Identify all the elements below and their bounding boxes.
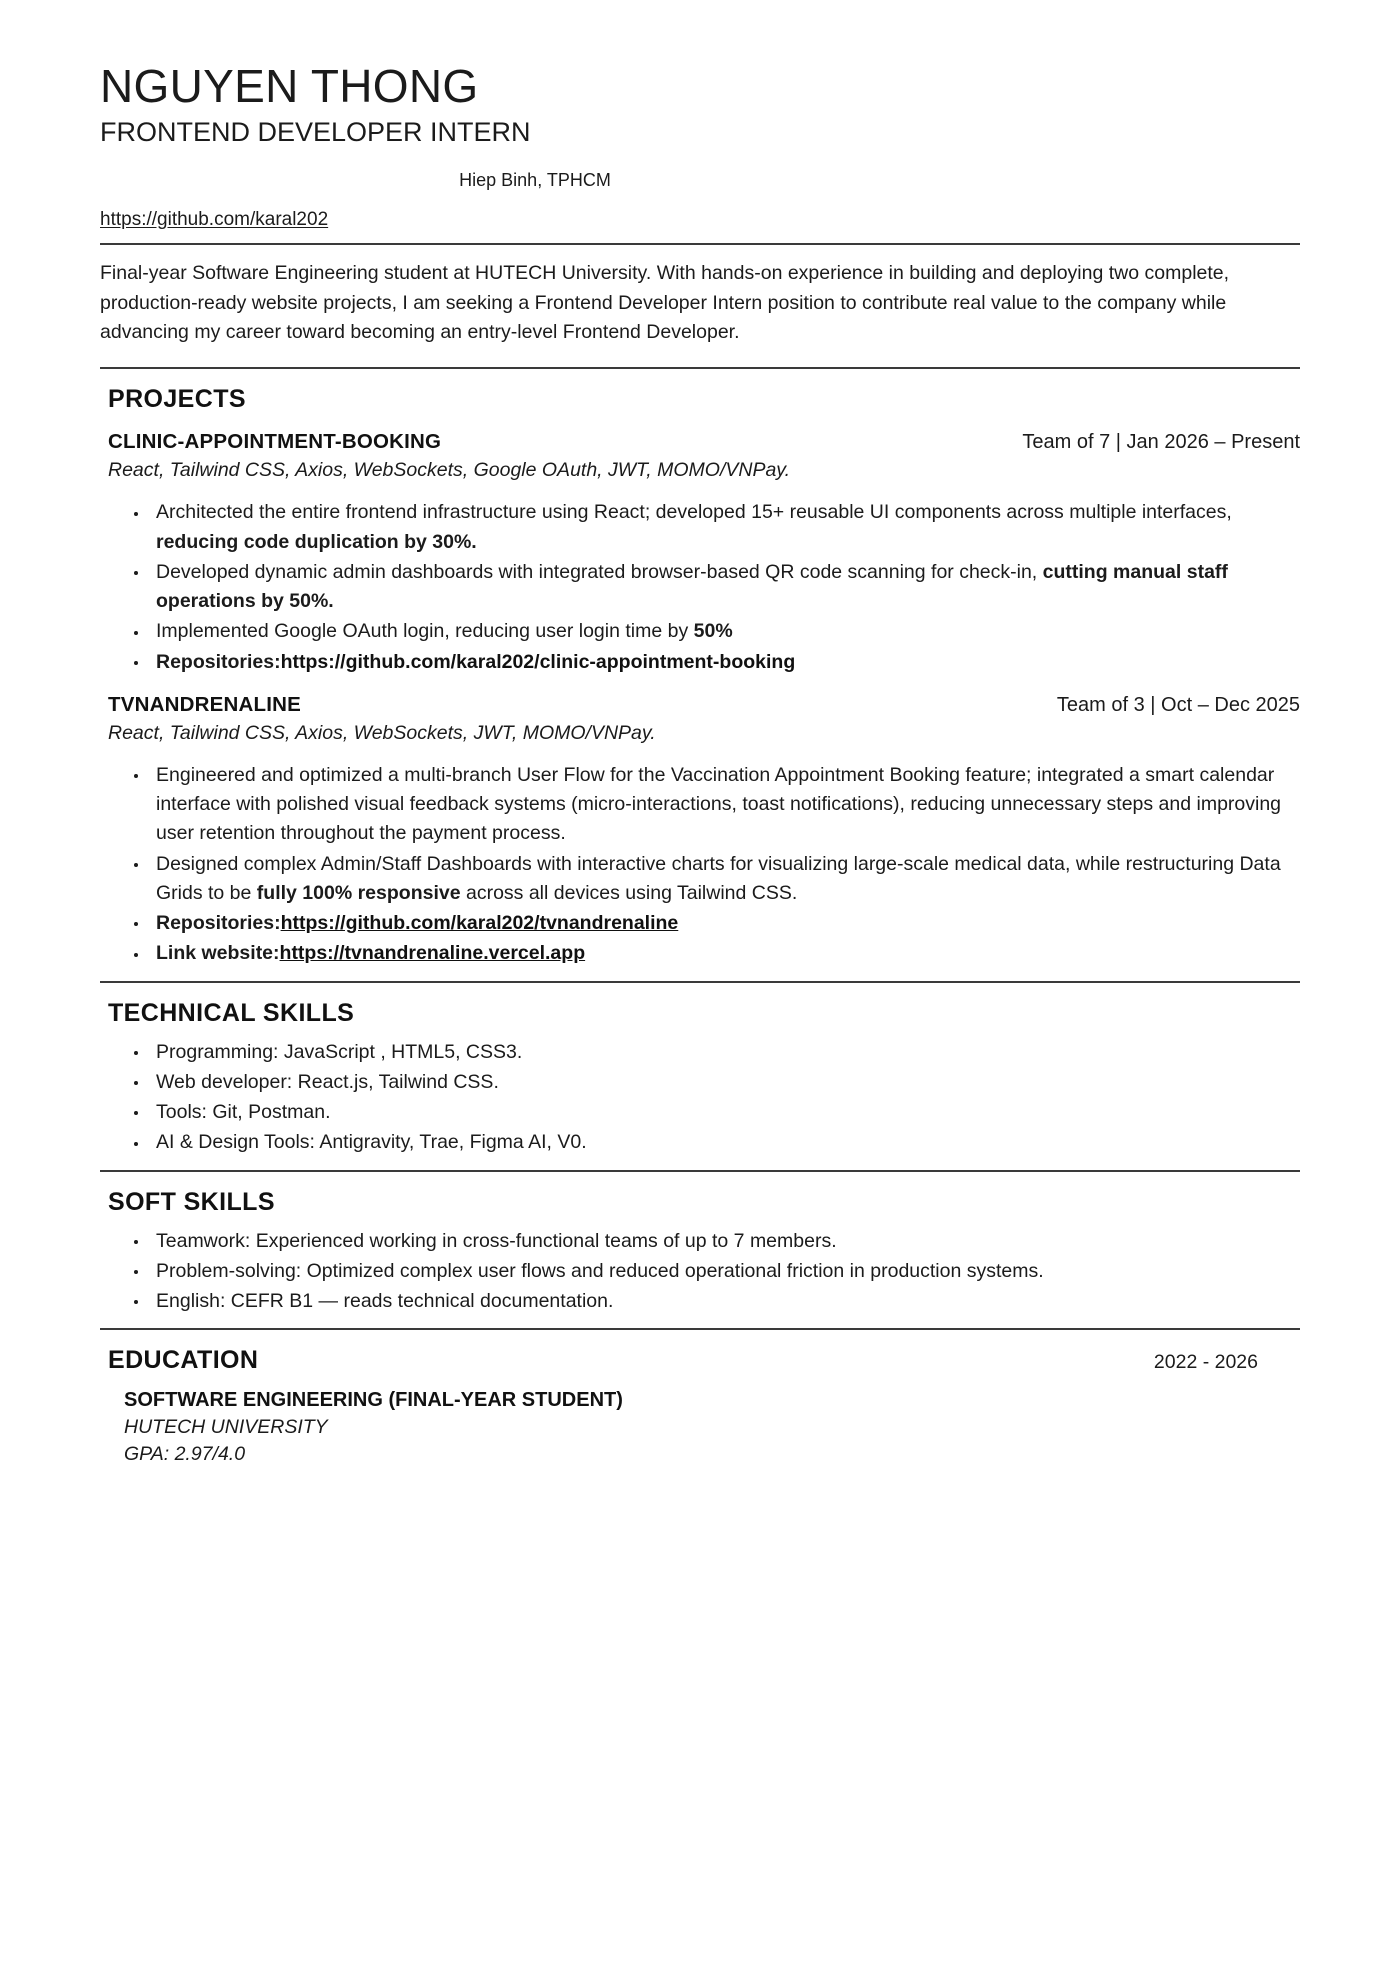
list-item xyxy=(126,498,1300,557)
candidate-role: FRONTEND DEVELOPER INTERN xyxy=(100,116,531,147)
list-item xyxy=(126,558,1300,617)
github-link[interactable]: https://github.com/karal202 xyxy=(100,209,329,231)
bullet-text: Developed dynamic admin dashboards with integrated browser-based QR code scanning for check-in, xyxy=(156,560,1043,583)
website-label: Link website: xyxy=(156,942,280,965)
project-item xyxy=(100,693,1300,969)
github-link-row xyxy=(100,209,1300,231)
section-heading-soft-skills: SOFT SKILLS xyxy=(108,1187,275,1216)
section-heading-technical-skills: TECHNICAL SKILLS xyxy=(108,998,355,1027)
bullet-text: Designed complex Admin/Staff Dashboards with interactive charts for visualizing large-scale medical data, while restructuring Data Grids to be xyxy=(156,852,1281,904)
list-item-repository xyxy=(126,909,1300,938)
list-item-repository xyxy=(126,648,1300,677)
education-years: 2022 - 2026 xyxy=(1153,1351,1258,1374)
bullet-text: Implemented Google OAuth login, reducing user login time by xyxy=(156,620,694,643)
list-item xyxy=(126,850,1300,909)
website-link[interactable]: https://tvnandrenaline.vercel.app xyxy=(279,942,586,965)
bullet-highlight: reducing code duplication by 30%. xyxy=(156,530,477,553)
section-heading-projects: PROJECTS xyxy=(108,385,246,414)
divider-soft-skills xyxy=(100,1328,1300,1330)
education-gpa: GPA: 2.97/4.0 xyxy=(124,1443,246,1466)
project-bullet-list xyxy=(100,498,1300,677)
education-degree: SOFTWARE ENGINEERING (FINAL-YEAR STUDENT) xyxy=(124,1389,623,1412)
list-item xyxy=(126,617,1300,646)
soft-skills-list xyxy=(100,1227,1300,1317)
project-meta: Team of 3 | Oct – Dec 2025 xyxy=(1056,693,1300,716)
section-heading-education: EDUCATION xyxy=(108,1346,259,1375)
divider-technical-skills xyxy=(100,1170,1300,1172)
project-name: TVNANDRENALINE xyxy=(108,692,301,716)
project-tech-stack: React, Tailwind CSS, Axios, WebSockets, Google OAuth, JWT, MOMO/VNPay. xyxy=(108,459,791,482)
repository-label: Repositories: xyxy=(156,650,281,673)
bullet-highlight: fully 100% responsive xyxy=(256,881,461,904)
project-name: CLINIC-APPOINTMENT-BOOKING xyxy=(108,430,442,454)
list-item: AI & Design Tools: Antigravity, Trae, Figma AI, V0. xyxy=(126,1128,1300,1157)
list-item: Problem-solving: Optimized complex user flows and reduced operational friction in production systems. xyxy=(126,1257,1300,1286)
project-item xyxy=(100,430,1300,677)
candidate-name: NGUYEN THONG xyxy=(100,60,479,112)
project-meta: Team of 7 | Jan 2026 – Present xyxy=(1022,431,1300,454)
candidate-location: Hiep Binh, TPHCM xyxy=(459,170,611,191)
project-bullet-list xyxy=(100,761,1300,969)
professional-summary: Final-year Software Engineering student at HUTECH University. With hands-on experience in building and deploying two complete, production-ready website projects, I am seeking a Frontend Developer Intern position to contribute real value to the company while advancing my career toward becoming an entry-level Frontend Developer. xyxy=(100,262,1230,344)
project-header-row xyxy=(108,693,1300,717)
bullet-text: Architected the entire frontend infrastructure using React; developed 15+ reusable UI components across multiple interfaces, xyxy=(156,501,1232,524)
list-item: English: CEFR B1 — reads technical documentation. xyxy=(126,1287,1300,1316)
bullet-highlight: cutting manual staff operations by 50%. xyxy=(156,560,1228,613)
bullet-text-tail: across all devices using Tailwind CSS. xyxy=(460,881,798,904)
project-tech-stack: React, Tailwind CSS, Axios, WebSockets, JWT, MOMO/VNPay. xyxy=(108,721,656,744)
bullet-highlight: 50% xyxy=(693,620,733,643)
technical-skills-list xyxy=(100,1038,1300,1158)
repository-link[interactable]: https://github.com/karal202/clinic-appointment-booking xyxy=(280,650,796,673)
education-heading-row xyxy=(108,1346,1300,1375)
divider-projects xyxy=(100,981,1300,983)
list-item xyxy=(126,761,1300,849)
list-item: Programming: JavaScript , HTML5, CSS3. xyxy=(126,1038,1300,1067)
repository-link[interactable]: https://github.com/karal202/tvnandrenaline xyxy=(280,912,679,935)
list-item: Teamwork: Experienced working in cross-functional teams of up to 7 members. xyxy=(126,1227,1300,1256)
repository-label: Repositories: xyxy=(156,912,281,935)
list-item: Web developer: React.js, Tailwind CSS. xyxy=(126,1068,1300,1097)
list-item-website xyxy=(126,939,1300,968)
education-school: HUTECH UNIVERSITY xyxy=(124,1416,328,1439)
bullet-text: Engineered and optimized a multi-branch User Flow for the Vaccination Appointment Booking feature; integrated a smart calendar interface with polished visual feedback systems (micro-interactions, toast notifications), reducing unnecessary steps and improving user retention throughout the payment process. xyxy=(156,763,1282,845)
project-header-row xyxy=(108,430,1300,454)
divider-header xyxy=(100,243,1300,245)
list-item: Tools: Git, Postman. xyxy=(126,1098,1300,1127)
divider-summary xyxy=(100,367,1300,369)
